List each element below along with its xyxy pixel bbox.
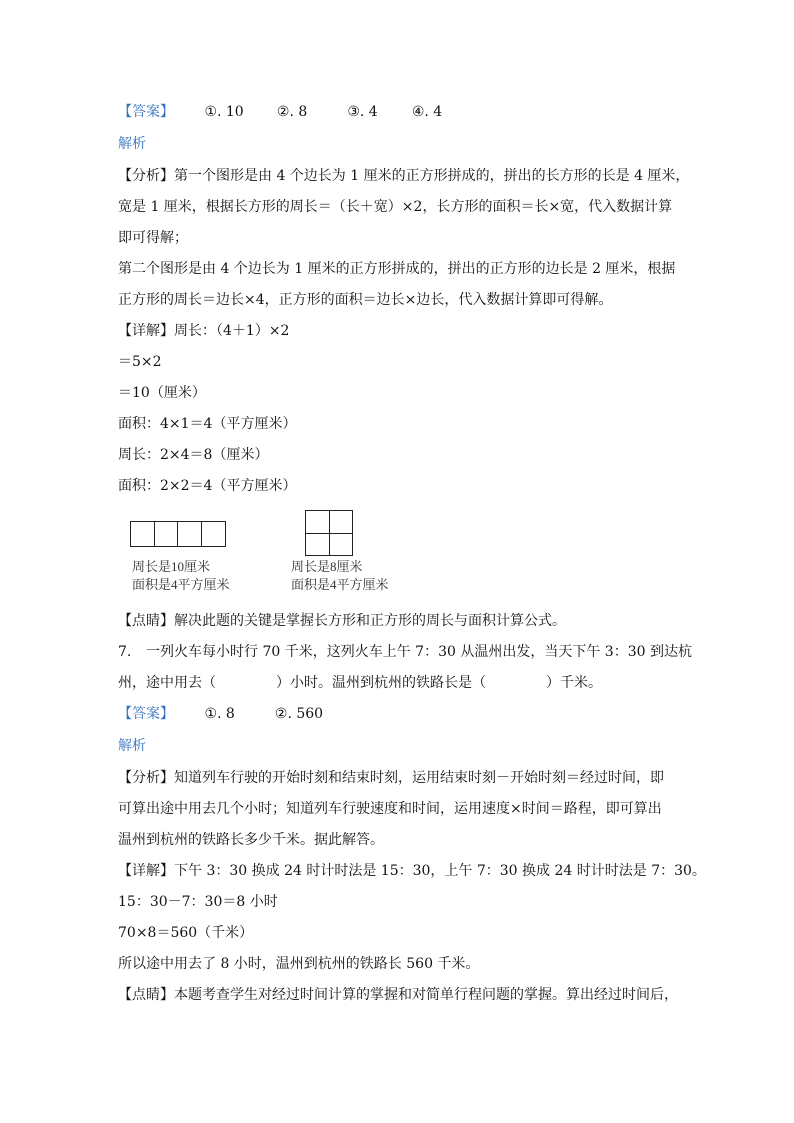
unit-square (154, 521, 179, 547)
analysis-label: 【分析】 (118, 168, 174, 184)
detail-line: ＝5×2 (118, 354, 162, 370)
detail-line: 70×8＝560（千米） (118, 925, 254, 941)
answer-item: ②. 560 (274, 706, 324, 722)
detail-line: 周长：2×4＝8（厘米） (118, 447, 269, 463)
question-line: 7. 一列火车每小时行 70 千米，这列火车上午 7：30 从温州出发，当天下午 3：30 到达杭 (118, 644, 692, 660)
figure-caption: 面积是4平方厘米 (291, 577, 389, 592)
answer-item: ①. 10 (204, 104, 244, 120)
detail-line: 所以途中用去了 8 小时，温州到杭州的铁路长 560 千米。 (118, 956, 480, 972)
analysis-line: 【分析】知道列车行驶的开始时刻和结束时刻，运用结束时刻－开始时刻＝经过时间，即 (118, 770, 664, 786)
detail-line: 【详解】下午 3：30 换成 24 时计时法是 15：30，上午 7：30 换成 24 时计时法是 7：30。 (118, 863, 706, 879)
comment-label: 【点睛】 (118, 987, 174, 1003)
q6-answer-row (118, 102, 442, 122)
analysis-line: 宽是 1 厘米，根据长方形的周长＝（长＋宽）×2，长方形的面积＝长×宽，代入数据计算 (118, 199, 673, 215)
comment-label: 【点睛】 (118, 613, 174, 629)
comment-line: 【点睛】解决此题的关键是掌握长方形和正方形的周长与面积计算公式。 (118, 613, 566, 629)
detail-line: ＝10（厘米） (118, 385, 206, 401)
unit-square (177, 521, 202, 547)
answer-item: ②. 8 (276, 104, 308, 120)
answer-item: ③. 4 (347, 104, 378, 120)
answer-label: 【答案】 (118, 104, 174, 120)
comment-line: 【点睛】本题考查学生对经过时间计算的掌握和对简单行程问题的掌握。算出经过时间后， (118, 987, 678, 1003)
unit-square (201, 521, 227, 547)
answer-item: ④. 4 (411, 104, 443, 120)
analysis-line: 温州到杭州的铁路长多少千米。据此解答。 (118, 832, 384, 848)
detail-line: 【详解】周长：（4＋1）×2 (118, 323, 290, 339)
detail-line: 15：30－7：30＝8 小时 (118, 894, 278, 910)
jiexi-heading: 解析 (118, 136, 146, 152)
detail-label: 【详解】 (118, 863, 174, 879)
analysis-line: 【分析】第一个图形是由 4 个边长为 1 厘米的正方形拼成的，拼出的长方形的长是 4 厘米， (118, 168, 690, 184)
figure-caption: 周长是8厘米 (291, 559, 363, 574)
jiexi-heading: 解析 (118, 738, 146, 754)
rectangle-figure (130, 521, 226, 547)
detail-line: 面积：4×1＝4（平方厘米） (118, 416, 297, 432)
detail-line: 面积：2×2＝4（平方厘米） (118, 478, 297, 494)
figure-caption: 周长是10厘米 (132, 559, 211, 574)
analysis-line: 即可得解； (118, 230, 188, 246)
answer-label: 【答案】 (118, 706, 174, 722)
answer-item: ①. 8 (204, 706, 235, 722)
unit-square (329, 510, 354, 534)
question-line: 州，途中用去（ ）小时。温州到杭州的铁路长是（ ）千米。 (118, 675, 602, 691)
unit-square (305, 533, 330, 557)
square-figure (305, 510, 353, 556)
unit-square (329, 533, 354, 557)
q7-answer-row (118, 704, 323, 724)
question-number: 7. (118, 644, 132, 660)
unit-square (130, 521, 155, 547)
analysis-line: 可算出途中用去几个小时；知道列车行驶速度和时间，运用速度×时间＝路程，即可算出 (118, 801, 662, 817)
unit-square (305, 510, 330, 534)
analysis-line: 正方形的周长＝边长×4，正方形的面积＝边长×边长，代入数据计算即可得解。 (118, 292, 613, 308)
detail-label: 【详解】 (118, 323, 174, 339)
analysis-label: 【分析】 (118, 770, 174, 786)
analysis-line: 第二个图形是由 4 个边长为 1 厘米的正方形拼成的，拼出的正方形的边长是 2 厘米，根据 (118, 261, 676, 277)
figure-caption: 面积是4平方厘米 (132, 577, 230, 592)
